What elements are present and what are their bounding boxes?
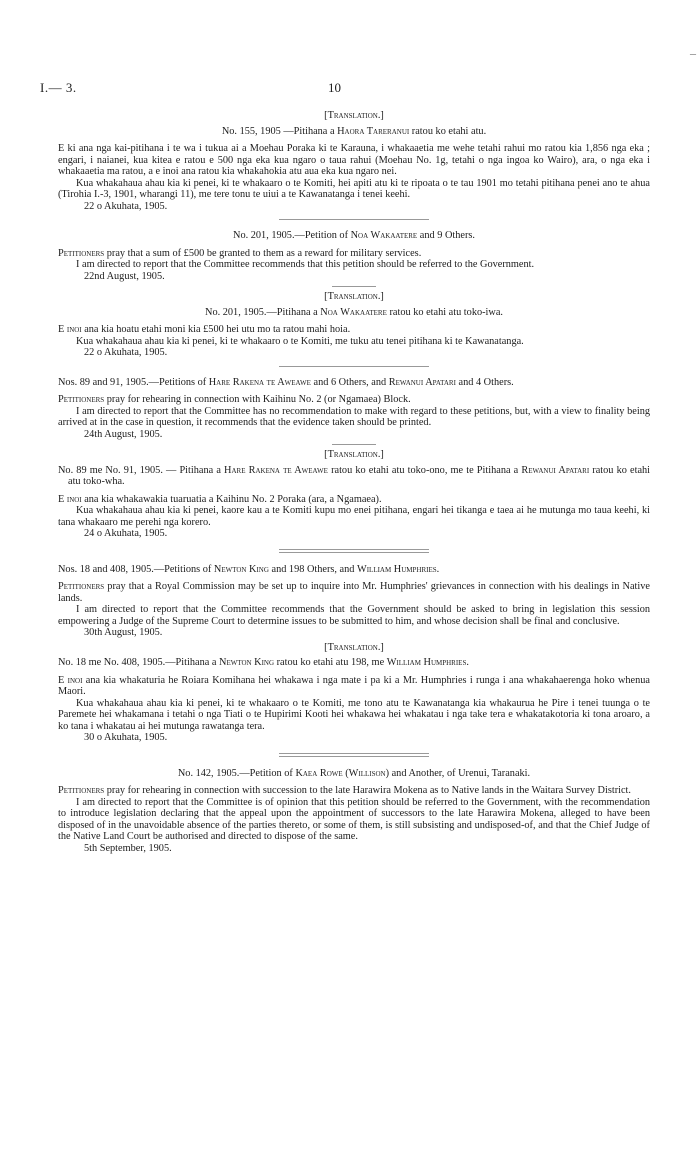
- section-date: 24 o Akuhata, 1905.: [84, 528, 168, 539]
- text-run: pray for rehearing in connection with Kaihinu No. 2 (or Ngamaea) Block.: [104, 394, 411, 405]
- section-divider: [279, 219, 429, 220]
- section-title: [58, 768, 650, 780]
- section-title: [58, 657, 650, 669]
- petitioner-name: Rewanui Apatari: [521, 464, 590, 476]
- section-title: [58, 307, 650, 319]
- text-run: and 9 Others.: [417, 230, 475, 241]
- section-date: 5th September, 1905.: [84, 842, 172, 854]
- text-run: No. 89 me No. 91, 1905. — Pitihana a: [58, 464, 225, 476]
- text-run: ana kia whakaturia he Roiara Komihana hei whakawa i nga mate i pa ki a Mr. Humphries i runga i ana whakahaerenga hoko whenua Maori.: [58, 674, 650, 697]
- paragraph: [58, 581, 650, 604]
- text-run: Nos. 18 and 408, 1905.—Petitions of: [58, 563, 214, 575]
- section-title: [58, 465, 650, 488]
- translation-label: [Translation.]: [324, 449, 384, 460]
- section-no-155-translation: [58, 110, 650, 212]
- petitioner-name: Noa Wakaatere: [320, 306, 387, 318]
- section-divider-double: [279, 753, 429, 757]
- paragraph: Kua whakahaua ahau kia ki penei, ki te whakaaro o te Komiti, me tuku atu tenei pitihana ki te Kawanatanga.: [76, 335, 524, 347]
- translation-divider: [332, 286, 376, 287]
- section-no-201-translation: [58, 291, 650, 359]
- section-date: 24th August, 1905.: [84, 428, 163, 440]
- text-run: No. 155, 1905 —Pitihana a: [221, 125, 338, 137]
- paragraph: [58, 785, 650, 797]
- text-run: E inoi: [58, 674, 83, 686]
- translation-label: [Translation.]: [324, 291, 384, 302]
- section-title: [58, 230, 650, 242]
- text-run: pray for rehearing in connection with succession to the late Harawira Mokena as to Native lands in the Waitara Survey District.: [104, 785, 631, 796]
- text-run: Petitioners: [58, 394, 105, 405]
- petitioner-name: Hare Rakena te Aweawe: [224, 464, 328, 476]
- text-run: ana kia whakawakia tuaruatia a Kaihinu No. 2 Poraka (ara, a Ngamaea).: [81, 493, 382, 505]
- text-run: Petitioners: [58, 785, 105, 796]
- page-number: 10: [328, 80, 341, 95]
- section-date: 30 o Akuhata, 1905.: [84, 732, 168, 743]
- section-title: [58, 564, 650, 576]
- text-run: No. 201, 1905.—Petition of: [233, 230, 351, 241]
- section-divider: [279, 366, 429, 367]
- paragraph: Kua whakahaua ahau kia ki penei, kaore kau a te Komiti kupu mo enei pitihana, engari hei tikanga e taea ai he mutunga mo taua keehi, ki tana whakaaro me perehi nga korero.: [58, 505, 650, 528]
- paragraph: I am directed to report that the Committee has no recommendation to make with regard to these petitions, but, with a view to finality being arrived at in the case in question, it recommends that the evidence taken should be printed.: [58, 405, 650, 428]
- petitioner-name: Haora Tareranui: [337, 125, 410, 137]
- paragraph: E ki ana nga kai-pitihana i te wa i tukua ai a Moehau Poraka ki te Karauna, i whakaaetia me wehe tetahi rahui mo ratou kia 1,856 nga eka ; engari, i naianei, kua kitea e ratou e 500 nga eka kua ngaro o taua rahui (Moehau No. 1g, tetahi o nga ingoa ko Wairo), ara, o nga eka i whakaaetia ma ratou, a e inoi ana ratou kia whakahokia atu aua eka kua ngaro nei.: [58, 143, 650, 177]
- petitioner-name: Rewanui Apatari: [388, 376, 456, 388]
- text-run: pray that a sum of £500 be granted to them as a reward for military services.: [104, 247, 422, 259]
- text-run: Petitioners: [58, 247, 105, 259]
- text-run: Petitioners: [58, 581, 105, 592]
- page-content: [58, 107, 650, 854]
- petitioner-name: Newton King: [213, 563, 269, 575]
- paragraph: I am directed to report that the Committee recommends that the Government should be asked to bring in legislation this session empowering a Judge of the Supreme Court to determine issues to be submitted to him, and whose decision shall be final and conclusive.: [58, 604, 650, 627]
- page-header: [40, 80, 660, 100]
- petitioner-name: Willison: [348, 767, 386, 779]
- section-date: 30th August, 1905.: [84, 627, 163, 638]
- section-title: [58, 377, 650, 389]
- translation-divider: [332, 444, 376, 445]
- text-run: and 6 Others, and: [310, 376, 389, 388]
- section-nos-18-408: [58, 564, 650, 639]
- petitioner-name: Hare Rakena te Aweawe: [208, 376, 311, 388]
- paragraph: [58, 494, 650, 506]
- margin-mark: –: [690, 46, 696, 60]
- section-no-201: [58, 230, 650, 282]
- petitioner-name: Noa Wakaatere: [350, 230, 418, 241]
- section-no-142: [58, 768, 650, 855]
- section-nos-89-91: [58, 377, 650, 441]
- document-reference: I.— 3.: [40, 80, 77, 95]
- text-run: (: [342, 767, 349, 779]
- text-run: ratou ko etahi atu toko-iwa.: [386, 306, 503, 318]
- petitioner-name: Kaea Rowe: [295, 767, 343, 779]
- section-date: 22 o Akuhata, 1905.: [84, 200, 168, 212]
- text-run: ratou ko etahi atu toko-ono, me te Pitihana a: [327, 464, 522, 476]
- text-run: ratou ko etahi atu.: [409, 125, 487, 137]
- text-run: and 4 Others.: [455, 376, 514, 388]
- petitioner-name: William Humphries: [357, 563, 437, 575]
- text-run: and 198 Others, and: [268, 563, 357, 575]
- section-nos-89-91-translation: [58, 449, 650, 540]
- paragraph: [58, 675, 650, 698]
- text-run: E inoi: [58, 493, 82, 505]
- text-run: E inoi: [58, 324, 82, 335]
- section-date: 22 o Akuhata, 1905.: [84, 347, 168, 358]
- petitioner-name: William Humphries: [386, 657, 467, 668]
- translation-label: [Translation.]: [324, 641, 384, 653]
- translation-label: [Translation.]: [324, 110, 384, 121]
- text-run: .: [436, 563, 440, 575]
- text-run: ratou ko etahi atu 198, me: [274, 657, 387, 668]
- section-title: [58, 126, 650, 138]
- section-nos-18-408-translation: [58, 642, 650, 744]
- text-run: ratou ko etahi atu toko-wha.: [68, 464, 651, 487]
- petitioner-name: Newton King: [219, 657, 275, 668]
- paragraph: [58, 394, 650, 406]
- paragraph: Kua whakahaua ahau kia ki penei, ki te whakaaro o te Komiti, me tono atu te Kawanatanga kia whakaurua he Pire i tenei tuunga o te Paremete hei whakamana i tetahi o nga Tiati o te Hupirimi Kooti hei whakawa hei whakatau i nga take tera e whakatakotoria ki tona aroaro, a ko tana i whakatau ai hei mutunga rawatanga tera.: [58, 697, 650, 732]
- paragraph: I am directed to report that the Committee is of opinion that this petition should be referred to the Government, with the recommendation to introduce legislation declaring that the appeal upon the appointment of successors to the late Harawira Mokena, alleged to have been disposed of in the unavoidable absence of the parties thereto, or some of them, is still subsisting and undisposed-of, and that the Chief Judge of the Native Land Court be authorised and directed to dispose of the same.: [58, 796, 650, 842]
- text-run: ) and Another, of Urenui, Taranaki.: [385, 767, 531, 779]
- text-run: ana kia hoatu etahi moni kia £500 hei utu mo ta ratou mahi hoia.: [81, 324, 351, 335]
- paragraph: Kua whakahaua ahau kia ki penei, ki te whakaaro o te Komiti, hei apiti atu ki te ripoata o te tau 1901 mo tetahi pitihana penei ano te ahua (Tirohia I.-3, 1901, wharangi 11), me tere tonu te uiui a te Kawanatanga i tenei keehi.: [58, 177, 650, 200]
- text-run: Nos. 89 and 91, 1905.—Petitions of: [58, 376, 209, 388]
- text-run: pray that a Royal Commission may be set up to inquire into Mr. Humphries' grievances in connection with his dealings in Native lands.: [58, 581, 650, 604]
- paragraph: [58, 248, 650, 260]
- text-run: No. 201, 1905.—Pitihana a: [205, 306, 321, 318]
- text-run: No. 142, 1905.—Petition of: [177, 767, 296, 779]
- section-divider-double: [279, 549, 429, 553]
- text-run: .: [466, 657, 469, 668]
- section-date: 22nd August, 1905.: [84, 270, 165, 282]
- text-run: No. 18 me No. 408, 1905.—Pitihana a: [58, 657, 220, 668]
- paragraph: I am directed to report that the Committee recommends that this petition should be referred to the Government.: [76, 259, 535, 270]
- paragraph: [58, 324, 650, 336]
